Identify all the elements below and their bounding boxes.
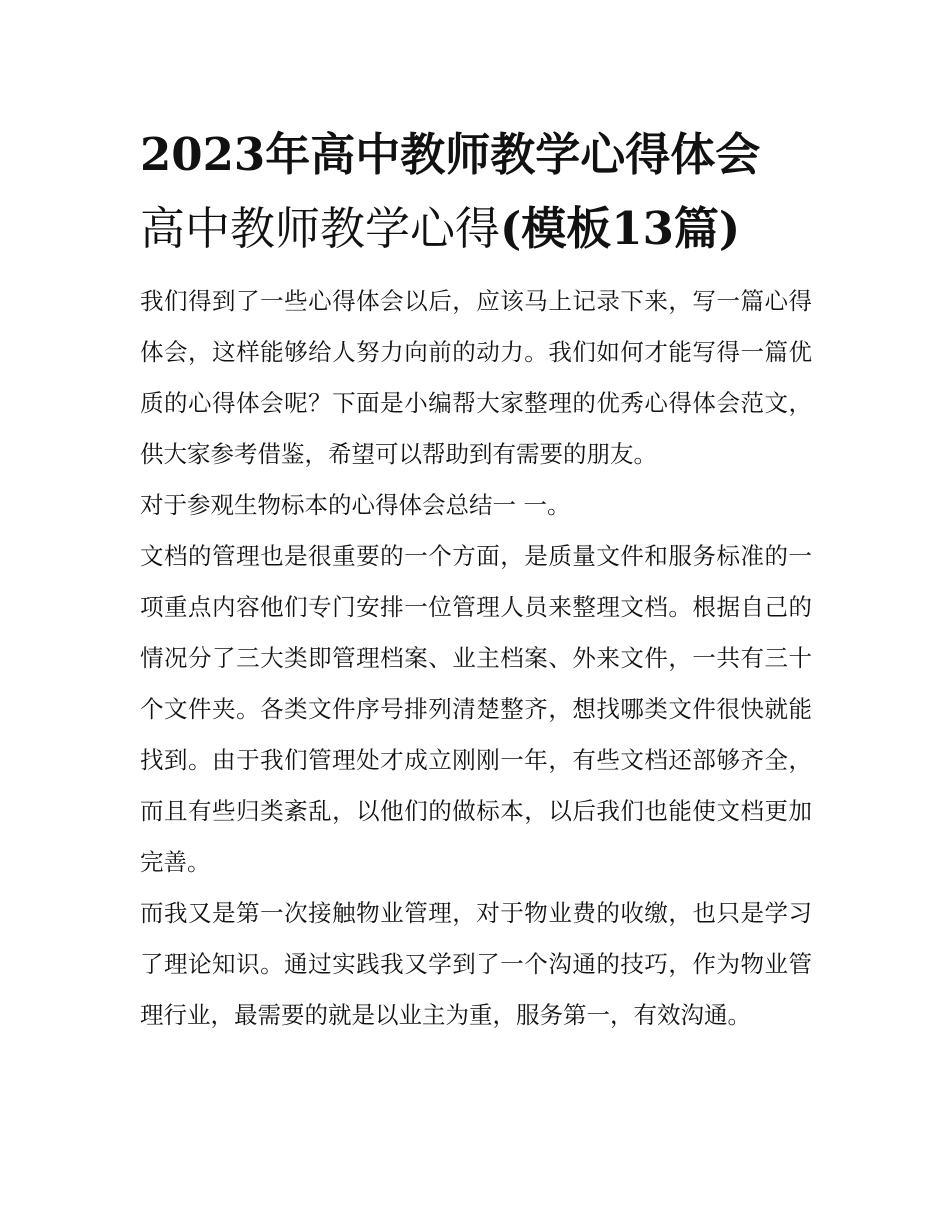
title-line-2-suffix: (模板13篇)	[500, 202, 741, 255]
title-line-1: 2023年高中教师教学心得体会	[140, 128, 761, 181]
document-body	[140, 276, 812, 1041]
title-line-2	[140, 192, 820, 266]
document-title	[140, 118, 820, 266]
paragraph-property-management: 而我又是第一次接触物业管理，对于物业费的收缴，也只是学习了理论知识。通过实践我又学到了一个沟通的技巧，作为物业管理行业，最需要的就是以业主为重，服务第一，有效沟通。	[140, 899, 812, 1029]
paragraph-intro: 我们得到了一些心得体会以后，应该马上记录下来，写一篇心得体会，这样能够给人努力向前的动力。我们如何才能写得一篇优质的心得体会呢？下面是小编帮大家整理的优秀心得体会范文，供大家参考借鉴，希望可以帮助到有需要的朋友。	[140, 287, 812, 468]
title-line-2-prefix: 高中教师教学心得	[140, 202, 501, 255]
paragraph-section-heading: 对于参观生物标本的心得体会总结一 一。	[140, 491, 571, 519]
paragraph-document-management: 文档的管理也是很重要的一个方面，是质量文件和服务标准的一项重点内容他们专门安排一位管理人员来整理文档。根据自己的情况分了三大类即管理档案、业主档案、外来文件，一共有三十个文件夹。各类文件序号排列清楚整齐，想找哪类文件很快就能找到。由于我们管理处才成立刚刚一年，有些文档还部够齐全，而且有些归类紊乱，以他们的做标本，以后我们也能使文档更加完善。	[140, 542, 812, 876]
